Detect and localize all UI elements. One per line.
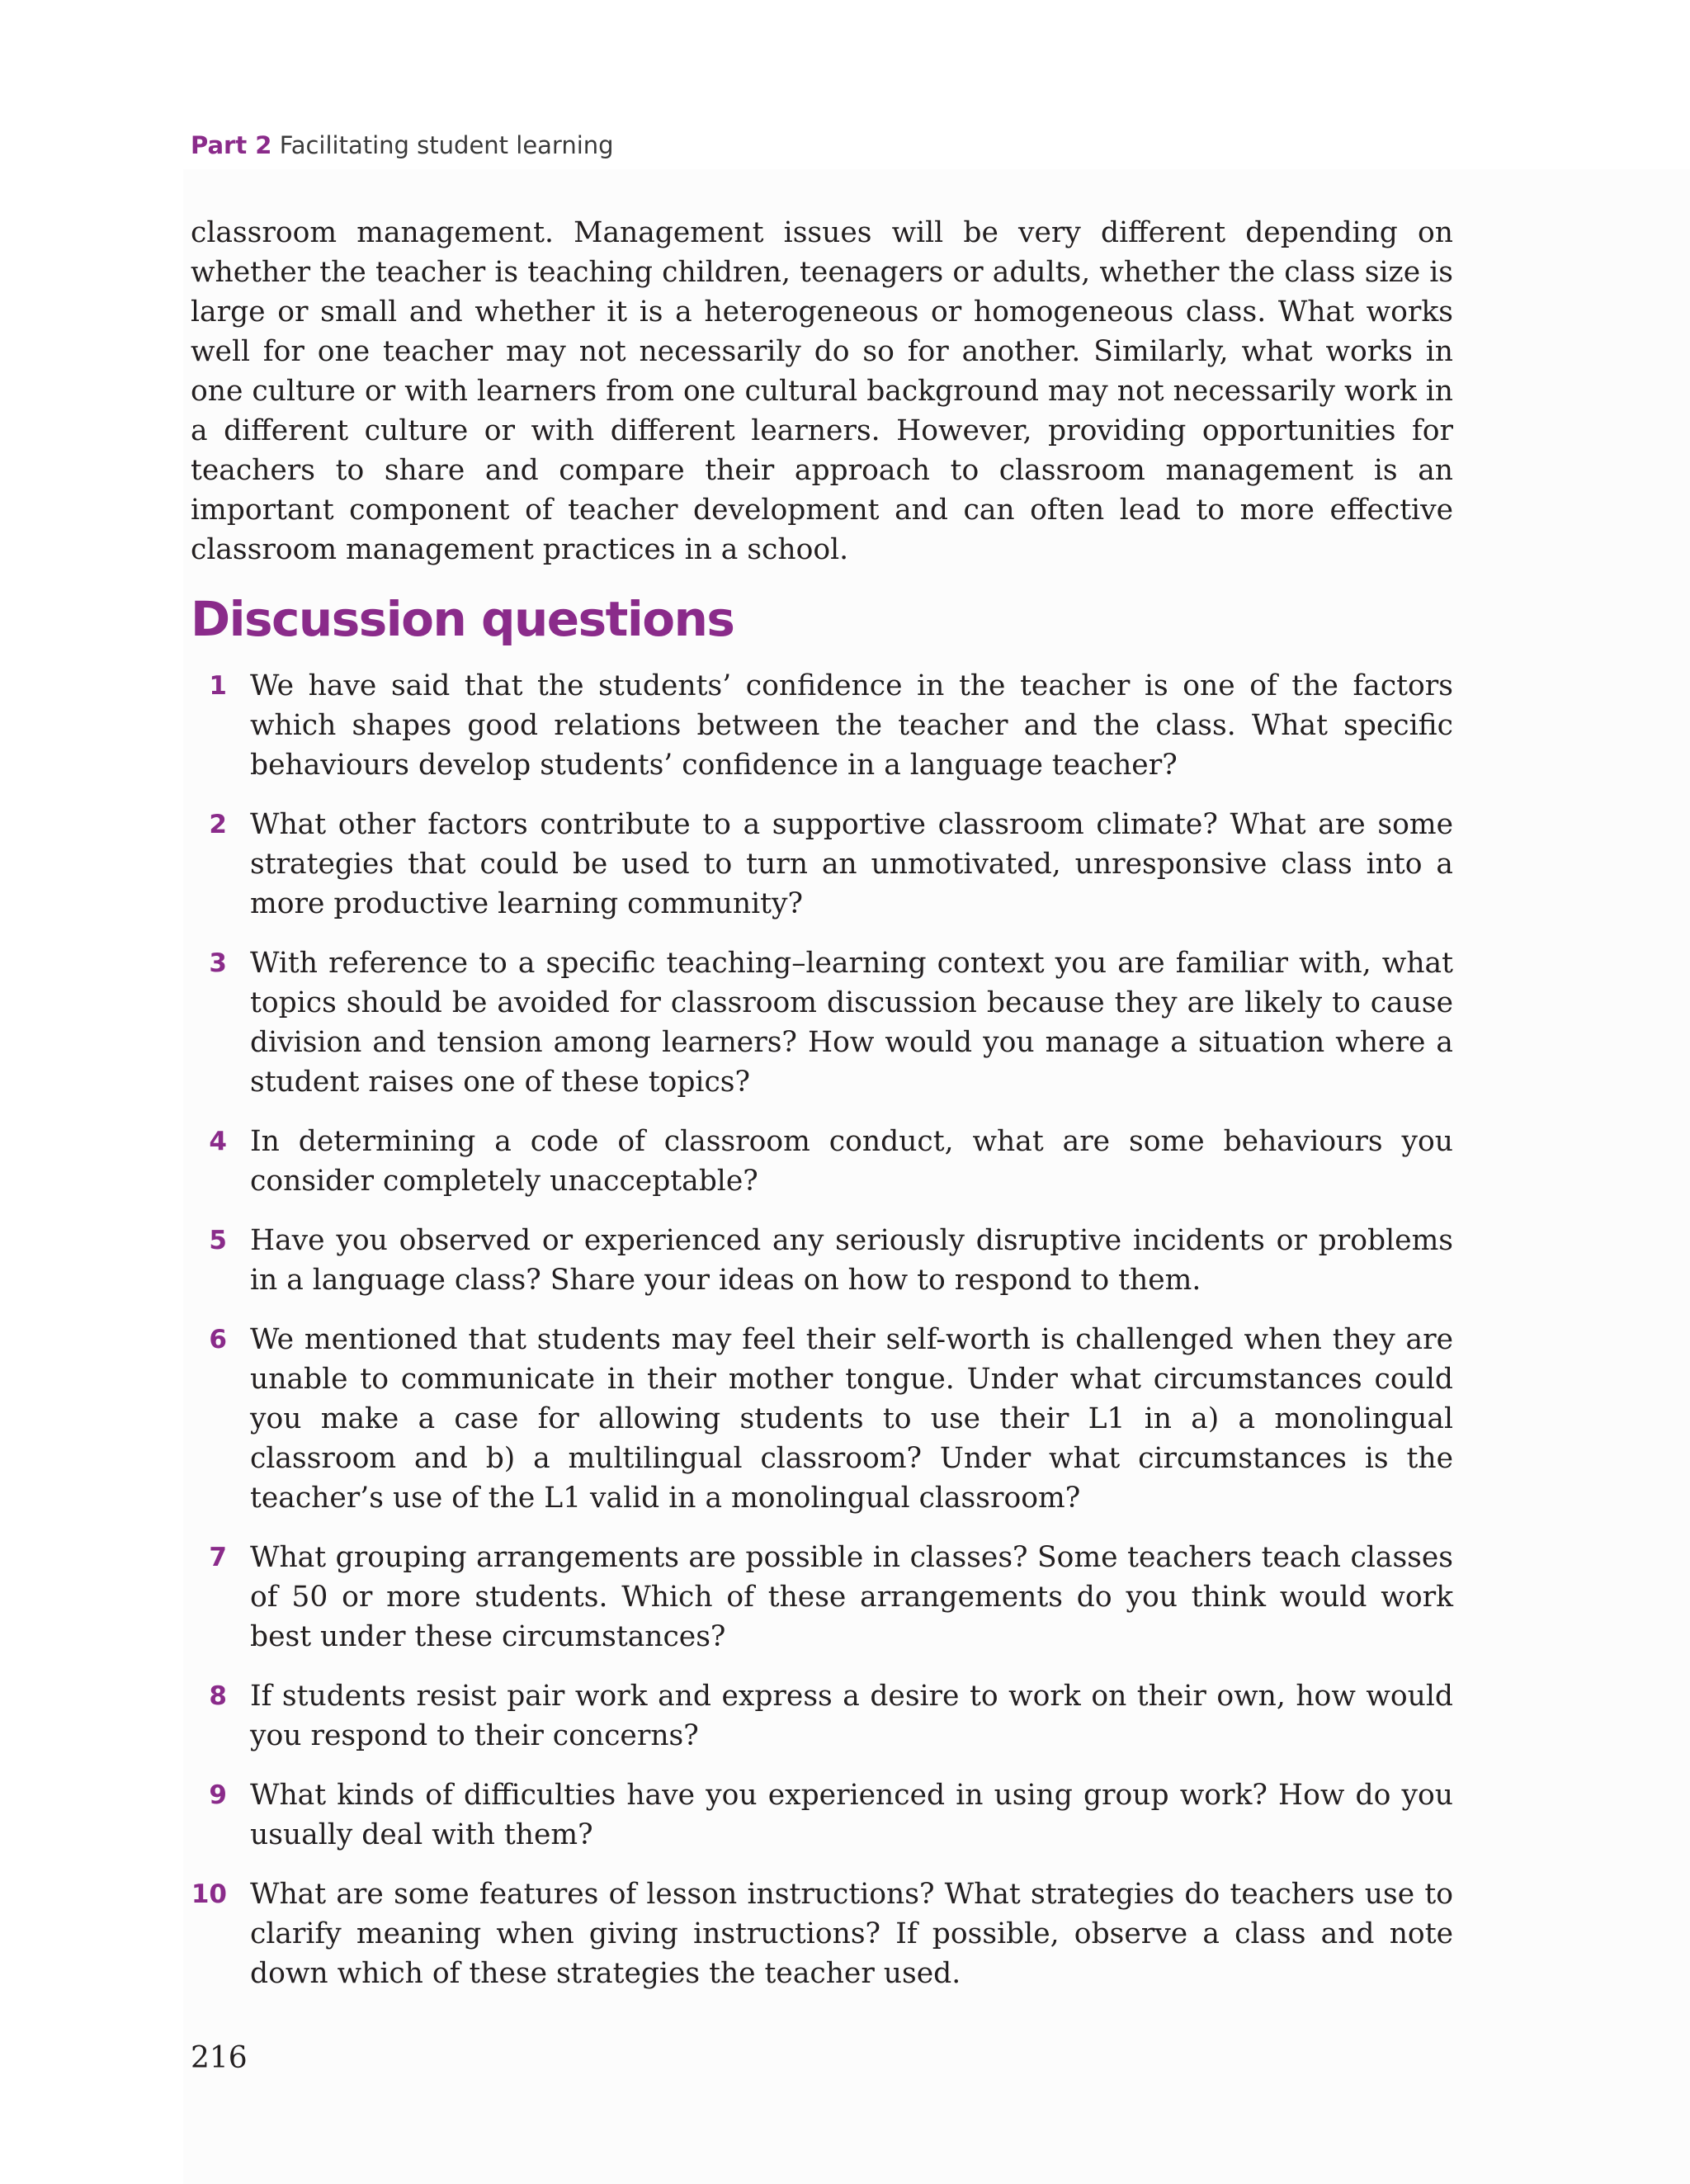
question-number: 2 [209, 810, 227, 839]
question-text: We have said that the students’ confidence in the teacher is one of the factors which shapes good relations between the teacher and the class. What specific behaviours develop students’ confidence in a language teacher? [250, 669, 1453, 782]
question-text: With reference to a specific teaching–learning context you are familiar with, what topics should be avoided for classroom discussion because they are likely to cause division and tension among learners? How would you manage a situation where a student raises one of these topics? [250, 947, 1453, 1099]
discussion-questions-list [191, 666, 1453, 2013]
intro-paragraph: classroom management. Management issues will be very different depending on whether the teacher is teaching children, teenagers or adults, whether the class size is large or small and whether it is a heterogeneous or homogeneous class. What works well for one teacher may not necessarily do so for another. Similarly, what works in one culture or with learners from one cultural background may not necessarily work in a different culture or with different learners. However, providing opportunities for teachers to share and compare their approach to classroom management is an important component of teacher development and can often lead to more effective classroom management practices in a school. [191, 216, 1453, 566]
question-text: What kinds of difficulties have you experienced in using group work? How do you usually deal with them? [250, 1779, 1453, 1851]
question-item [191, 805, 1453, 924]
question-item [191, 666, 1453, 785]
question-item [191, 1538, 1453, 1657]
running-head-part: Part 2 [191, 131, 272, 159]
question-number: 5 [209, 1226, 227, 1255]
section-heading: Discussion questions [191, 591, 734, 647]
question-text: If students resist pair work and express a desire to work on their own, how would you respond to their concerns? [250, 1680, 1453, 1752]
question-item [191, 1122, 1453, 1201]
page-number: 216 [191, 2041, 248, 2075]
question-item [191, 1874, 1453, 1993]
question-item [191, 1320, 1453, 1518]
question-number: 6 [209, 1325, 227, 1354]
question-item [191, 1676, 1453, 1756]
question-text: In determining a code of classroom conduct, what are some behaviours you consider completely unacceptable? [250, 1125, 1453, 1198]
question-number: 10 [191, 1879, 227, 1909]
question-number: 4 [209, 1127, 227, 1156]
question-text: What other factors contribute to a supportive classroom climate? What are some strategies that could be used to turn an unmotivated, unresponsive class into a more productive learning community? [250, 808, 1453, 920]
question-number: 9 [209, 1780, 227, 1810]
question-item [191, 943, 1453, 1102]
question-item [191, 1775, 1453, 1855]
question-text: What are some features of lesson instructions? What strategies do teachers use to clarify meaning when giving instructions? If possible, observe a class and note down which of these strategies the teacher used. [250, 1878, 1453, 1990]
question-text: Have you observed or experienced any seriously disruptive incidents or problems in a language class? Share your ideas on how to respond to them. [250, 1224, 1453, 1297]
question-text: What grouping arrangements are possible in classes? Some teachers teach classes of 50 or more students. Which of these arrangements do you think would work best under these circumstances? [250, 1541, 1453, 1653]
question-item [191, 1221, 1453, 1300]
running-head [191, 129, 614, 162]
question-number: 8 [209, 1681, 227, 1711]
question-number: 7 [209, 1543, 227, 1572]
question-number: 3 [209, 948, 227, 978]
question-number: 1 [209, 671, 227, 701]
running-head-section: Facilitating student learning [279, 131, 614, 159]
question-text: We mentioned that students may feel their self-worth is challenged when they are unable to communicate in their mother tongue. Under what circumstances could you make a case for allowing students to use their L1 in a) a monolingual classroom and b) a multilingual classroom? Under what circumstances is the teacher’s use of the L1 valid in a monolingual classroom? [250, 1323, 1453, 1515]
